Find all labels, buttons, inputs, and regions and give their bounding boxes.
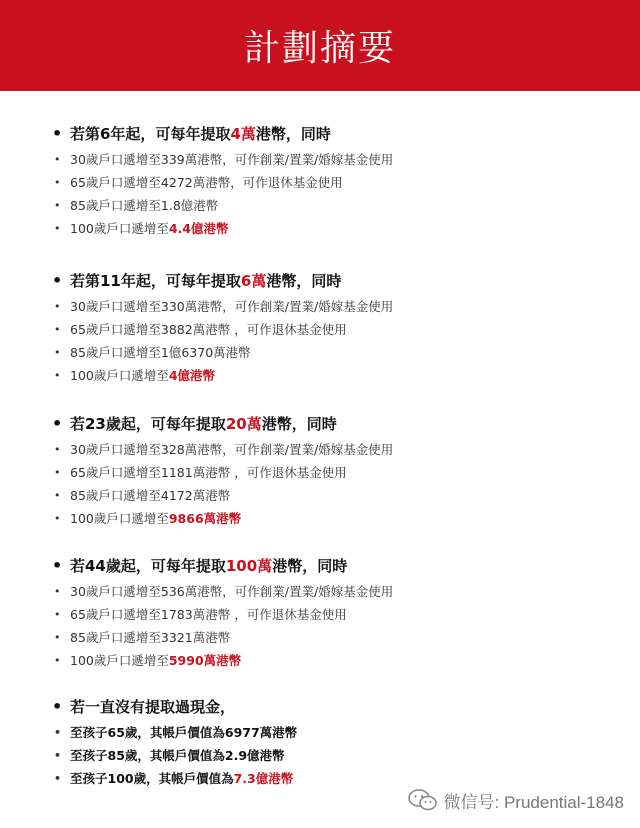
list-item: • 至孩子65歲，其帳戶價值為6977萬港幣 <box>46 721 626 744</box>
section-no-withdrawal <box>46 693 626 790</box>
section-heading: • 若第6年起，可每年提取4萬港幣，同時 <box>46 120 626 148</box>
list-item: • 30歲戶口遞增至328萬港幣，可作創業/置業/婚嫁基金使用 <box>46 438 626 461</box>
bullet-icon: • <box>52 697 63 716</box>
section-withdraw-from-year-11 <box>46 267 626 387</box>
list-item: • 65歲戶口遞增至4272萬港幣，可作退休基金使用 <box>46 171 626 194</box>
list-item: • 至孩子85歲，其帳戶價值為2.9億港幣 <box>46 744 626 767</box>
list-item: • 30歲戶口遞增至339萬港幣，可作創業/置業/婚嫁基金使用 <box>46 148 626 171</box>
section-heading: • 若一直沒有提取過現金， <box>46 693 626 721</box>
bullet-icon: • <box>54 489 61 502</box>
list-item: • 30歲戶口遞增至330萬港幣，可作創業/置業/婚嫁基金使用 <box>46 295 626 318</box>
bullet-icon: • <box>54 608 61 621</box>
highlight-amount: 6萬 <box>240 272 267 290</box>
bullet-icon: • <box>54 512 61 525</box>
wechat-icon <box>408 788 438 812</box>
bullet-icon: • <box>54 443 61 456</box>
list-item: • 100歲戶口遞增至4億港幣 <box>46 364 626 387</box>
bullet-icon: • <box>52 414 63 433</box>
section-withdraw-from-age-23 <box>46 410 626 530</box>
wechat-watermark <box>408 786 624 814</box>
list-item: • 85歲戶口遞增至3321萬港幣 <box>46 626 626 649</box>
bullet-icon: • <box>54 199 61 212</box>
bullet-icon: • <box>54 654 61 667</box>
bullet-icon: • <box>54 466 61 479</box>
list-item: • 100歲戶口遞增至9866萬港幣 <box>46 507 626 530</box>
bullet-icon: • <box>54 323 61 336</box>
bullet-icon: • <box>54 153 61 166</box>
page-title: 計劃摘要 <box>243 28 396 69</box>
highlight-amount: 4.4億港幣 <box>168 221 229 236</box>
highlight-amount: 20萬 <box>225 415 262 433</box>
watermark-text: 微信号: Prudential-1848 <box>443 792 624 812</box>
highlight-amount: 5990萬港幣 <box>168 653 242 668</box>
highlight-amount: 7.3億港幣 <box>233 771 294 786</box>
bullet-icon: • <box>54 585 61 598</box>
bullet-icon: • <box>54 369 61 382</box>
bullet-icon: • <box>52 271 63 290</box>
section-heading: • 若23歲起，可每年提取20萬港幣，同時 <box>46 410 626 438</box>
highlight-amount: 9866萬港幣 <box>168 511 242 526</box>
highlight-amount: 100萬 <box>225 557 273 575</box>
bullet-icon: • <box>54 176 61 189</box>
section-heading: • 若44歲起，可每年提取100萬港幣，同時 <box>46 552 626 580</box>
bullet-icon: • <box>54 346 61 359</box>
bullet-icon: • <box>54 300 61 313</box>
list-item: • 85歲戶口遞增至1.8億港幣 <box>46 194 626 217</box>
section-withdraw-from-age-44 <box>46 552 626 672</box>
highlight-amount: 4萬 <box>230 125 256 143</box>
list-item: • 65歲戶口遞增至3882萬港幣 ，可作退休基金使用 <box>46 318 626 341</box>
bullet-icon: • <box>54 726 62 739</box>
bullet-icon: • <box>54 631 61 644</box>
list-item: • 65歲戶口遞增至1783萬港幣 ，可作退休基金使用 <box>46 603 626 626</box>
highlight-amount: 4億港幣 <box>168 368 216 383</box>
list-item: • 85歲戶口遞增至4172萬港幣 <box>46 484 626 507</box>
list-item: • 85歲戶口遞增至1億6370萬港幣 <box>46 341 626 364</box>
section-heading: • 若第11年起，可每年提取6萬港幣，同時 <box>46 267 626 295</box>
bullet-icon: • <box>54 772 62 785</box>
list-item: • 至孩子100歲，其帳戶價值為7.3億港幣 <box>46 767 626 790</box>
list-item: • 100歲戶口遞增至4.4億港幣 <box>46 217 626 240</box>
section-withdraw-from-year-6 <box>46 120 626 240</box>
bullet-icon: • <box>52 124 63 143</box>
list-item: • 100歲戶口遞增至5990萬港幣 <box>46 649 626 672</box>
bullet-icon: • <box>54 749 62 762</box>
list-item: • 30歲戶口遞增至536萬港幣，可作創業/置業/婚嫁基金使用 <box>46 580 626 603</box>
list-item: • 65歲戶口遞增至1181萬港幣 ，可作退休基金使用 <box>46 461 626 484</box>
bullet-icon: • <box>54 222 61 235</box>
bullet-icon: • <box>52 556 63 575</box>
